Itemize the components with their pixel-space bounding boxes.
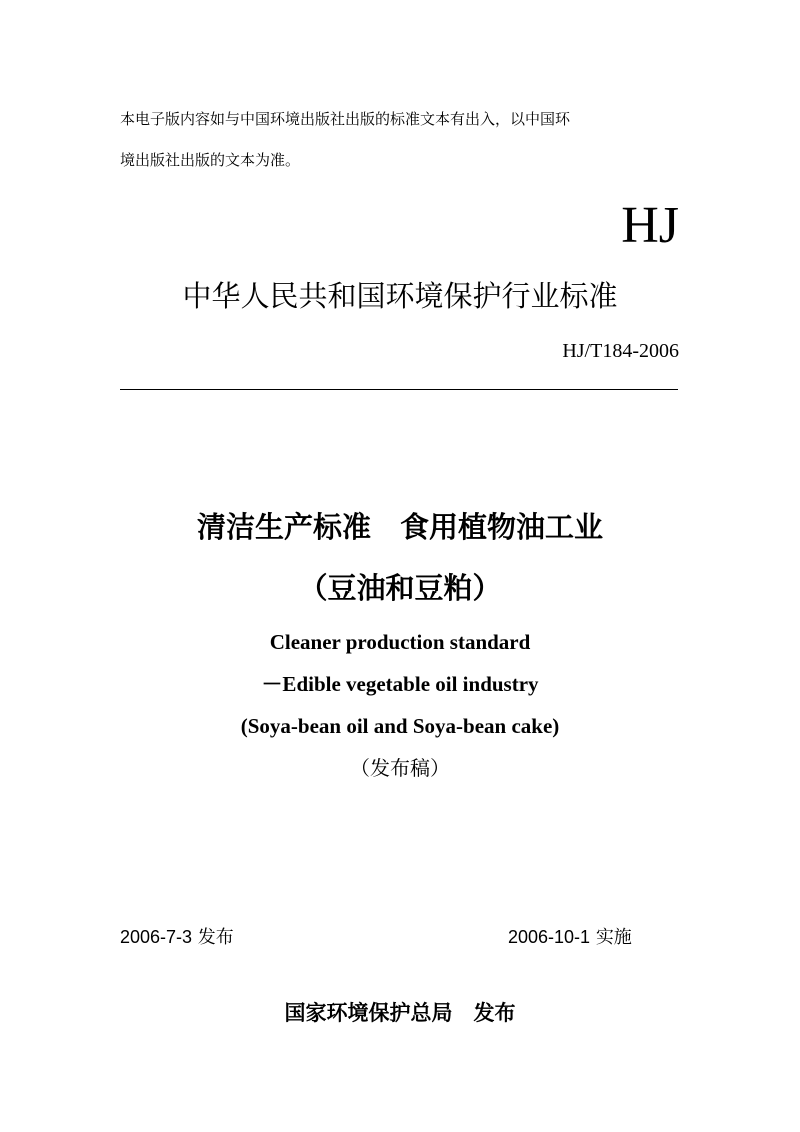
issue-date: 2006-7-3 <box>120 927 193 947</box>
draft-status-label: （发布稿） <box>350 756 450 780</box>
english-title-line-2: －Edible vegetable oil industry <box>261 672 539 696</box>
header-divider <box>120 389 678 390</box>
disclaimer-line-2: 境出版社出版的文本为准。 <box>120 151 301 169</box>
chinese-title-line-1: 清洁生产标准 食用植物油工业 <box>196 510 603 544</box>
disclaimer-line-1: 本电子版内容如与中国环境出版社出版的标准文本有出入，以中国环 <box>120 110 571 128</box>
chinese-title-line-2: （豆油和豆粕） <box>298 571 502 605</box>
implementation-date-label: 实施 <box>595 927 632 948</box>
standard-mark: HJ <box>621 197 679 254</box>
implementation-date: 2006-10-1 <box>508 927 591 947</box>
standard-category-title: 中华人民共和国环境保护行业标准 <box>182 279 618 313</box>
standard-number: HJ/T184-2006 <box>562 340 679 362</box>
issue-date-label: 发布 <box>197 927 234 948</box>
english-title-line-1: Cleaner production standard <box>269 630 531 654</box>
implementation-date-row <box>508 925 632 950</box>
issuing-authority: 国家环境保护总局 发布 <box>284 1001 516 1025</box>
issue-date-row <box>120 925 234 950</box>
english-title-line-3: (Soya-bean oil and Soya-bean cake) <box>240 714 560 738</box>
